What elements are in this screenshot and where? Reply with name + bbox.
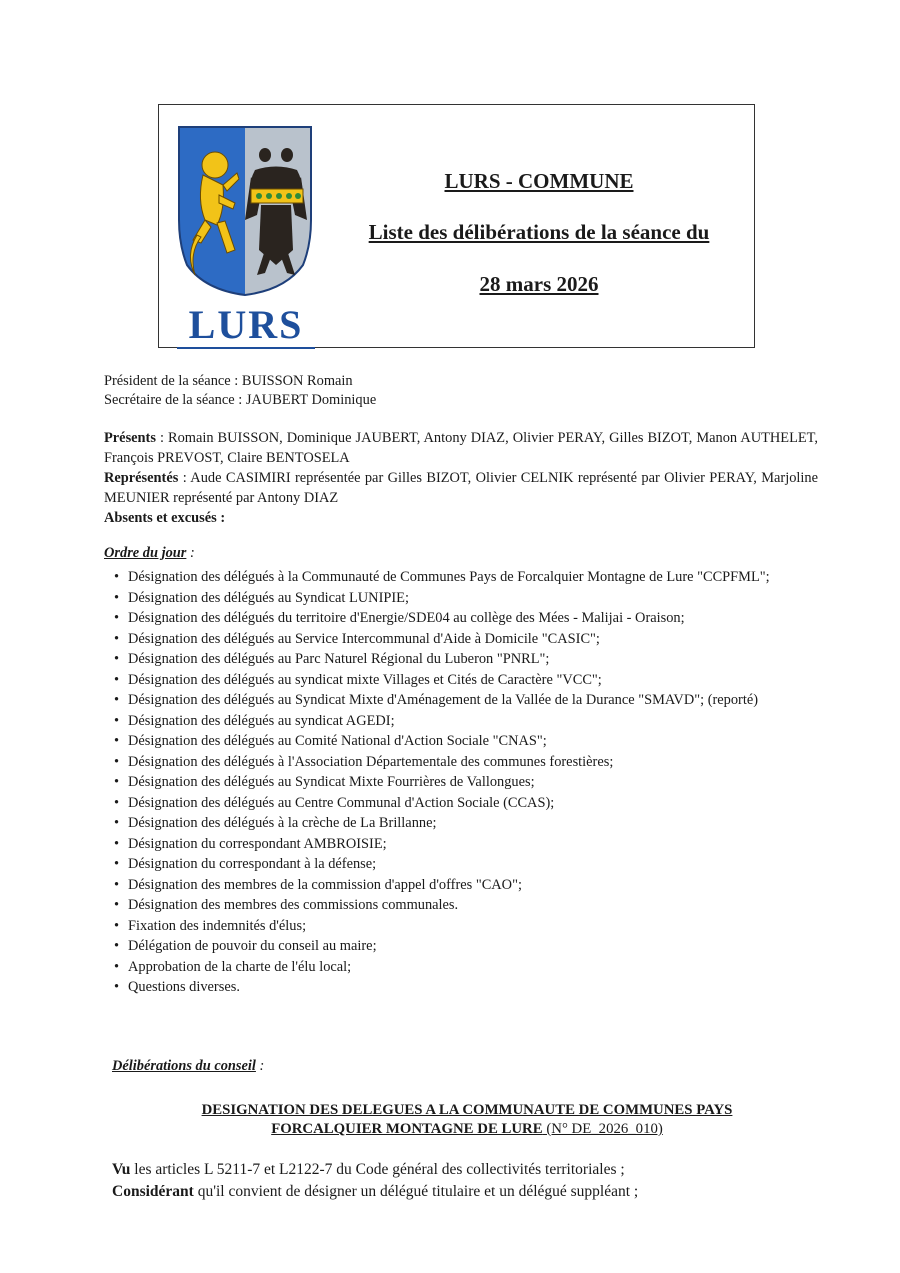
deliberation-title-line2-wrap bbox=[150, 1120, 784, 1139]
representes-paragraph bbox=[104, 468, 818, 508]
session-date: 28 mars 2026 bbox=[479, 272, 599, 296]
deliberations-heading-text: Délibérations du conseil bbox=[112, 1058, 256, 1074]
deliberations-heading-suffix: : bbox=[255, 1058, 265, 1074]
agenda-item: • Désignation du correspondant AMBROISIE; bbox=[114, 834, 804, 855]
agenda-item: • Désignation des délégués au Parc Naturel Régional du Luberon "PNRL"; bbox=[114, 649, 804, 670]
agenda-item: • Désignation des membres de la commission d'appel d'offres "CAO"; bbox=[114, 875, 804, 896]
header-box bbox=[158, 104, 755, 348]
agenda-item: • Désignation du correspondant à la défense; bbox=[114, 854, 804, 875]
agenda-list bbox=[114, 567, 804, 998]
vu-text: les articles L 5211-7 et L2122-7 du Code général des collectivités territoriales ; bbox=[130, 1161, 625, 1178]
agenda-heading-suffix: : bbox=[186, 545, 195, 561]
agenda-heading-text: Ordre du jour bbox=[104, 545, 187, 561]
agenda-item: • Désignation des délégués au syndicat mixte Villages et Cités de Caractère "VCC"; bbox=[114, 670, 804, 691]
agenda-item: • Désignation des délégués du territoire d'Energie/SDE04 au collège des Mées - Malijai - Oraison; bbox=[114, 608, 804, 629]
commune-logo bbox=[175, 125, 317, 347]
agenda-item: • Désignation des délégués à la crèche de La Brillanne; bbox=[114, 813, 804, 834]
attendance-block bbox=[104, 428, 818, 528]
considerant-label: Considérant bbox=[112, 1183, 194, 1200]
agenda-item: • Désignation des délégués au Syndicat Mixte d'Aménagement de la Vallée de la Durance "SMAVD"; (reporté) bbox=[114, 690, 804, 711]
deliberation-number: (N° DE_2026_010) bbox=[542, 1121, 663, 1137]
agenda-item: • Désignation des délégués au syndicat AGEDI; bbox=[114, 711, 804, 732]
representes-text: : Aude CASIMIRI représentée par Gilles BIZOT, Olivier CELNIK représenté par Olivier PERAY, Marjoline MEUNIER représenté par Antony DIAZ bbox=[104, 470, 818, 506]
agenda-item: • Désignation des délégués à la Communauté de Communes Pays de Forcalquier Montagne de Lure "CCPFML"; bbox=[114, 567, 804, 588]
agenda-item: • Désignation des délégués au Comité National d'Action Sociale "CNAS"; bbox=[114, 731, 804, 752]
coat-of-arms-icon bbox=[175, 125, 317, 300]
agenda-item: • Fixation des indemnités d'élus; bbox=[114, 916, 804, 937]
session-meta bbox=[104, 372, 376, 410]
agenda-item: • Approbation de la charte de l'élu local; bbox=[114, 957, 804, 978]
commune-title: LURS - COMMUNE bbox=[444, 169, 634, 193]
agenda-item: • Questions diverses. bbox=[114, 977, 804, 998]
presents-text: : Romain BUISSON, Dominique JAUBERT, Antony DIAZ, Olivier PERAY, Gilles BIZOT, Manon AUTHELET, François PREVOST, Claire BENTOSELA bbox=[104, 430, 818, 466]
vu-paragraph bbox=[112, 1159, 812, 1181]
absents-label: Absents et excusés : bbox=[104, 510, 226, 526]
session-subtitle: Liste des délibérations de la séance du bbox=[368, 220, 710, 244]
presents-label: Présents bbox=[104, 430, 156, 446]
deliberation-body bbox=[112, 1159, 812, 1203]
agenda-item: • Désignation des délégués au Service Intercommunal d'Aide à Domicile "CASIC"; bbox=[114, 629, 804, 650]
agenda-heading bbox=[104, 545, 195, 562]
deliberation-title-line2: FORCALQUIER MONTAGNE DE LURE bbox=[271, 1121, 543, 1137]
logo-underline bbox=[177, 347, 315, 349]
agenda-item: • Désignation des membres des commissions communales. bbox=[114, 895, 804, 916]
logo-text: LURS bbox=[188, 302, 304, 347]
agenda-item: • Désignation des délégués au Syndicat Mixte Fourrières de Vallongues; bbox=[114, 772, 804, 793]
considerant-text: qu'il convient de désigner un délégué titulaire et un délégué suppléant ; bbox=[193, 1183, 639, 1200]
vu-label: Vu bbox=[112, 1161, 131, 1178]
agenda-item: • Désignation des délégués au Centre Communal d'Action Sociale (CCAS); bbox=[114, 793, 804, 814]
agenda-item: • Désignation des délégués au Syndicat LUNIPIE; bbox=[114, 588, 804, 609]
agenda-item: • Délégation de pouvoir du conseil au maire; bbox=[114, 936, 804, 957]
title-block bbox=[339, 169, 739, 297]
representes-label: Représentés bbox=[104, 470, 179, 486]
agenda-item: • Désignation des délégués à l'Association Départementale des communes forestières; bbox=[114, 752, 804, 773]
president-line: Président de la séance : BUISSON Romain bbox=[104, 373, 353, 389]
absents-paragraph bbox=[104, 508, 818, 528]
deliberation-title-line1: DESIGNATION DES DELEGUES A LA COMMUNAUTE DE COMMUNES PAYS bbox=[201, 1102, 733, 1118]
secretaire-line: Secrétaire de la séance : JAUBERT Dominique bbox=[104, 392, 377, 408]
considerant-paragraph bbox=[112, 1181, 812, 1203]
presents-paragraph bbox=[104, 428, 818, 468]
deliberation-title bbox=[150, 1101, 784, 1139]
deliberations-heading bbox=[112, 1058, 264, 1075]
